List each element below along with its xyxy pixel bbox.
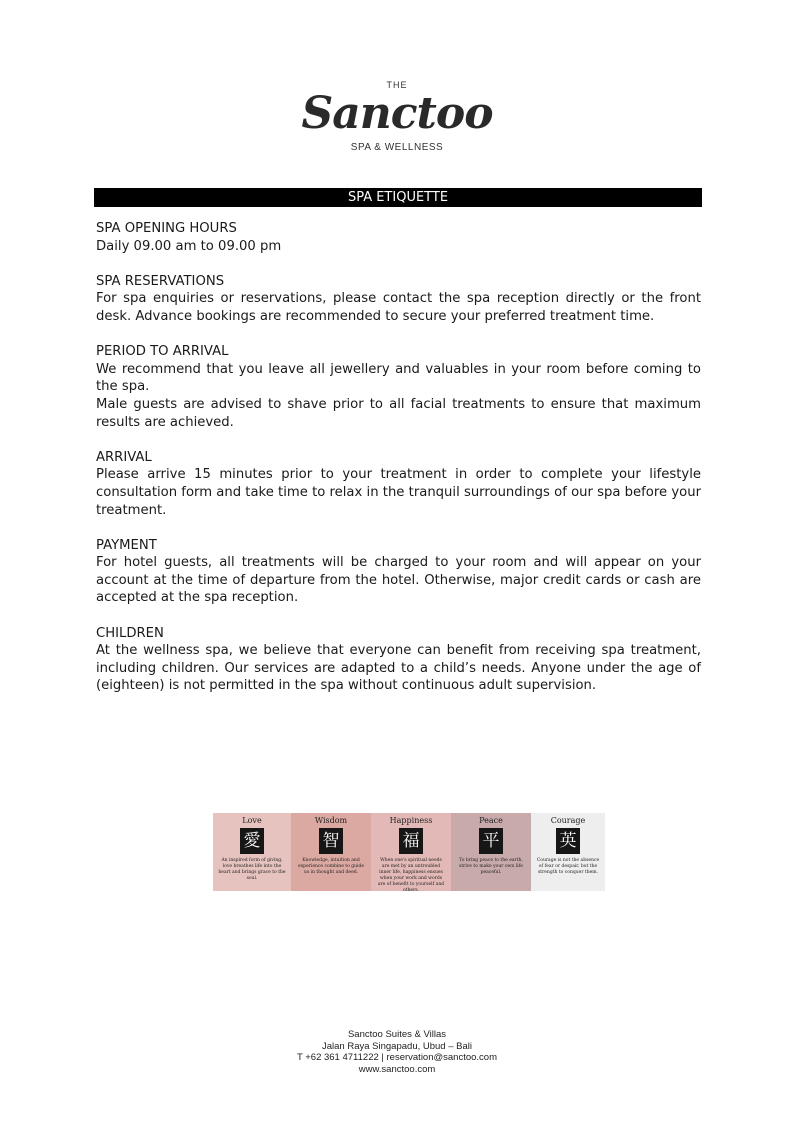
tile-glyph: 智 [319,828,343,854]
section-heading: ARRIVAL [96,449,152,465]
section-payment [96,537,701,607]
tile-glyph: 愛 [240,828,264,854]
tile-glyph: 英 [556,828,580,854]
section-heading: SPA RESERVATIONS [96,273,225,289]
tile-peace [451,813,531,891]
section-reservations [96,273,701,326]
section-text: For spa enquiries or reservations, please contact the spa reception directly or the front desk. Advance bookings are recommended to secure your preferred treatment time. [96,291,701,324]
section-opening-hours [96,220,701,255]
brand-logo [0,80,794,153]
logo-wordmark: Sanctoo [301,88,493,139]
section-period-to-arrival [96,343,701,431]
tile-text: Knowledge, intuition and experience combine to guide us in thought and deed. [297,858,365,875]
tile-glyph: 福 [399,828,423,854]
tile-title: Peace [479,816,503,825]
tile-text: To bring peace to the earth, strive to make your own life peaceful. [459,858,523,875]
footer-company-name: Sanctoo Suites & Villas [347,1029,447,1040]
logo-tagline: SPA & WELLNESS [350,142,444,153]
virtue-tiles-image [213,813,605,891]
tile-title: Courage [550,816,586,825]
section-heading: PERIOD TO ARRIVAL [96,344,229,360]
tile-text: Courage is not the absence of fear or despair, but the strength to conquer them. [536,858,600,875]
section-heading: SPA OPENING HOURS [96,221,237,236]
page-title: SPA ETIQUETTE [94,188,702,207]
tile-text: When one's spiritual needs are met by an untroubled inner life, happiness ensues when your work and words are of benefit to yourself and others. [377,858,445,891]
tile-love [213,813,291,891]
section-text: We recommend that you leave all jewellery and valuables in your room before coming to the spa. [96,361,701,395]
etiquette-content [96,220,701,713]
section-text: Please arrive 15 minutes prior to your treatment in order to complete your lifestyle consultation form and take time to relax in the tranquil surroundings of our spa before your treatment. [96,467,701,518]
section-text: Daily 09.00 am to 09.00 pm [96,238,282,254]
tile-glyph: 平 [479,828,503,854]
section-arrival [96,449,701,519]
section-heading: PAYMENT [96,537,157,553]
footer-contact: T +62 361 4711222 | reservation@sanctoo.com [296,1052,498,1063]
tile-title: Love [242,816,262,825]
tile-title: Happiness [389,816,433,825]
tile-text: An inspired form of giving, love breathes life into the heart and brings grace to the soul. [218,858,286,881]
footer-address: Jalan Raya Singapadu, Ubud – Bali [322,1040,472,1052]
tile-happiness [371,813,451,891]
section-text: Male guests are advised to shave prior to all facial treatments to ensure that maximum results are achieved. [96,396,701,430]
logo-the: THE [386,80,408,90]
footer-website: www.sanctoo.com [358,1063,436,1075]
section-heading: CHILDREN [96,625,164,641]
section-text: For hotel guests, all treatments will be charged to your room and will appear on your account at the time of departure from the hotel. Otherwise, major credit cards or cash are accepted at the spa reception. [96,555,701,606]
tile-wisdom [291,813,371,891]
tile-title: Wisdom [314,816,348,825]
section-children [96,625,701,695]
tile-courage [531,813,605,891]
page-footer [0,1029,794,1075]
section-text: At the wellness spa, we believe that everyone can benefit from receiving spa treatment, including children. Our services are adapted to a child’s needs. Anyone under the age of (eighteen) is not permitted in the spa without continuous adult supervision. [96,643,701,694]
